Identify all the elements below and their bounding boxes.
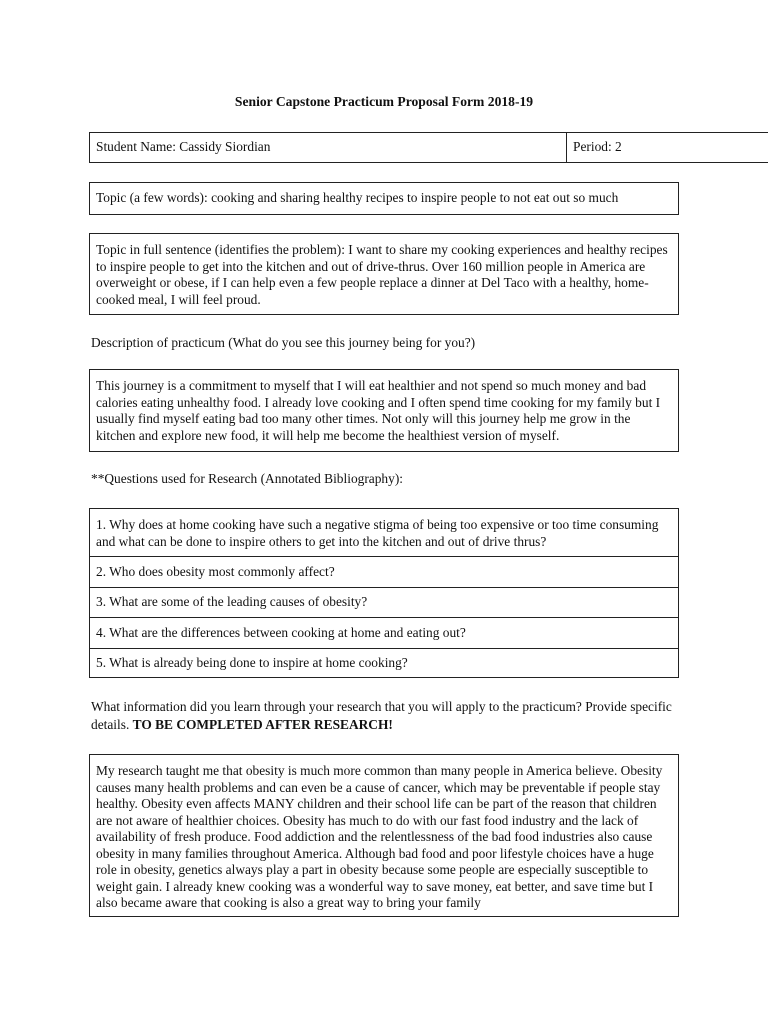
- topic-short: Topic (a few words): cooking and sharing healthy recipes to inspire people to not eat out so much: [96, 190, 619, 206]
- description-text: This journey is a commitment to myself that I will eat healthier and not spend so much money and bad calories eating unhealthy food. I already love cooking and I often spend time cooking for my family but I usually find myself eating bad too many other times. Not only will this journey help me grow in the kitchen and explore new food, it will help me become the healthiest version of myself.: [96, 378, 661, 443]
- topic-full: Topic in full sentence (identifies the problem): I want to share my cooking experiences and healthy recipes to inspire people to get into the kitchen and out of drive-thrus. Over 160 million people in America are overweight or obese, if I can help even a few people replace a dinner at Del Taco with a healthy, home-cooked meal, I will feel proud.: [96, 242, 668, 307]
- question-row-3: [90, 588, 678, 618]
- questions-heading: **Questions used for Research (Annotated Bibliography):: [91, 471, 404, 486]
- question-row-2: [90, 557, 678, 588]
- student-info-row: [89, 132, 768, 163]
- description-prompt: Description of practicum (What do you see this journey being for you?): [91, 335, 476, 350]
- question-5: 5. What is already being done to inspire at home cooking?: [96, 654, 408, 670]
- question-row-1: [90, 509, 678, 557]
- student-name: Student Name: Cassidy Siordian: [90, 133, 567, 162]
- question-4: 4. What are the differences between cooking at home and eating out?: [96, 624, 466, 640]
- question-3: 3. What are some of the leading causes of obesity?: [96, 594, 368, 610]
- question-row-4: [90, 618, 678, 649]
- info-prompt-bold: TO BE COMPLETED AFTER RESEARCH!: [132, 717, 393, 732]
- info-prompt-block: [91, 698, 681, 734]
- form-title: Senior Capstone Practicum Proposal Form 2018-19: [234, 94, 534, 109]
- research-text: My research taught me that obesity is much more common than many people in America believe. Obesity causes many health problems and can even be a cause of cancer, which may be preventable if people stay healthy. Obesity even affects MANY children and their school life can be part of the reason that children are not aware of healthier choices. Obesity has much to do with our fast food industry and the lack of availability of fresh produce. Food addiction and the relentlessness of the bad food industries also cause obesity in many families throughout America. Although bad food and poor lifestyle choices have a huge role in obesity, genetics always play a part in obesity because some people are especially susceptible to weight gain. I already knew cooking was a wonderful way to save money, eat better, and save time but I also became aware that cooking is also a great way to bring your family: [96, 763, 663, 910]
- info-prompt: What information did you learn through your research that you will apply to the practicum? Provide specific details.: [91, 699, 672, 732]
- question-2: 2. Who does obesity most commonly affect?: [96, 563, 335, 579]
- topic-short-box: [89, 182, 679, 215]
- description-box: [89, 369, 679, 452]
- question-1: 1. Why does at home cooking have such a negative stigma of being too expensive or too time consuming and what can be done to inspire others to get into the kitchen and out of drive thrus?: [96, 517, 659, 549]
- period: Period: 2: [573, 139, 622, 155]
- topic-full-box: [89, 233, 679, 315]
- questions-table: [89, 508, 679, 678]
- research-box: [89, 754, 679, 917]
- question-row-5: [90, 649, 678, 677]
